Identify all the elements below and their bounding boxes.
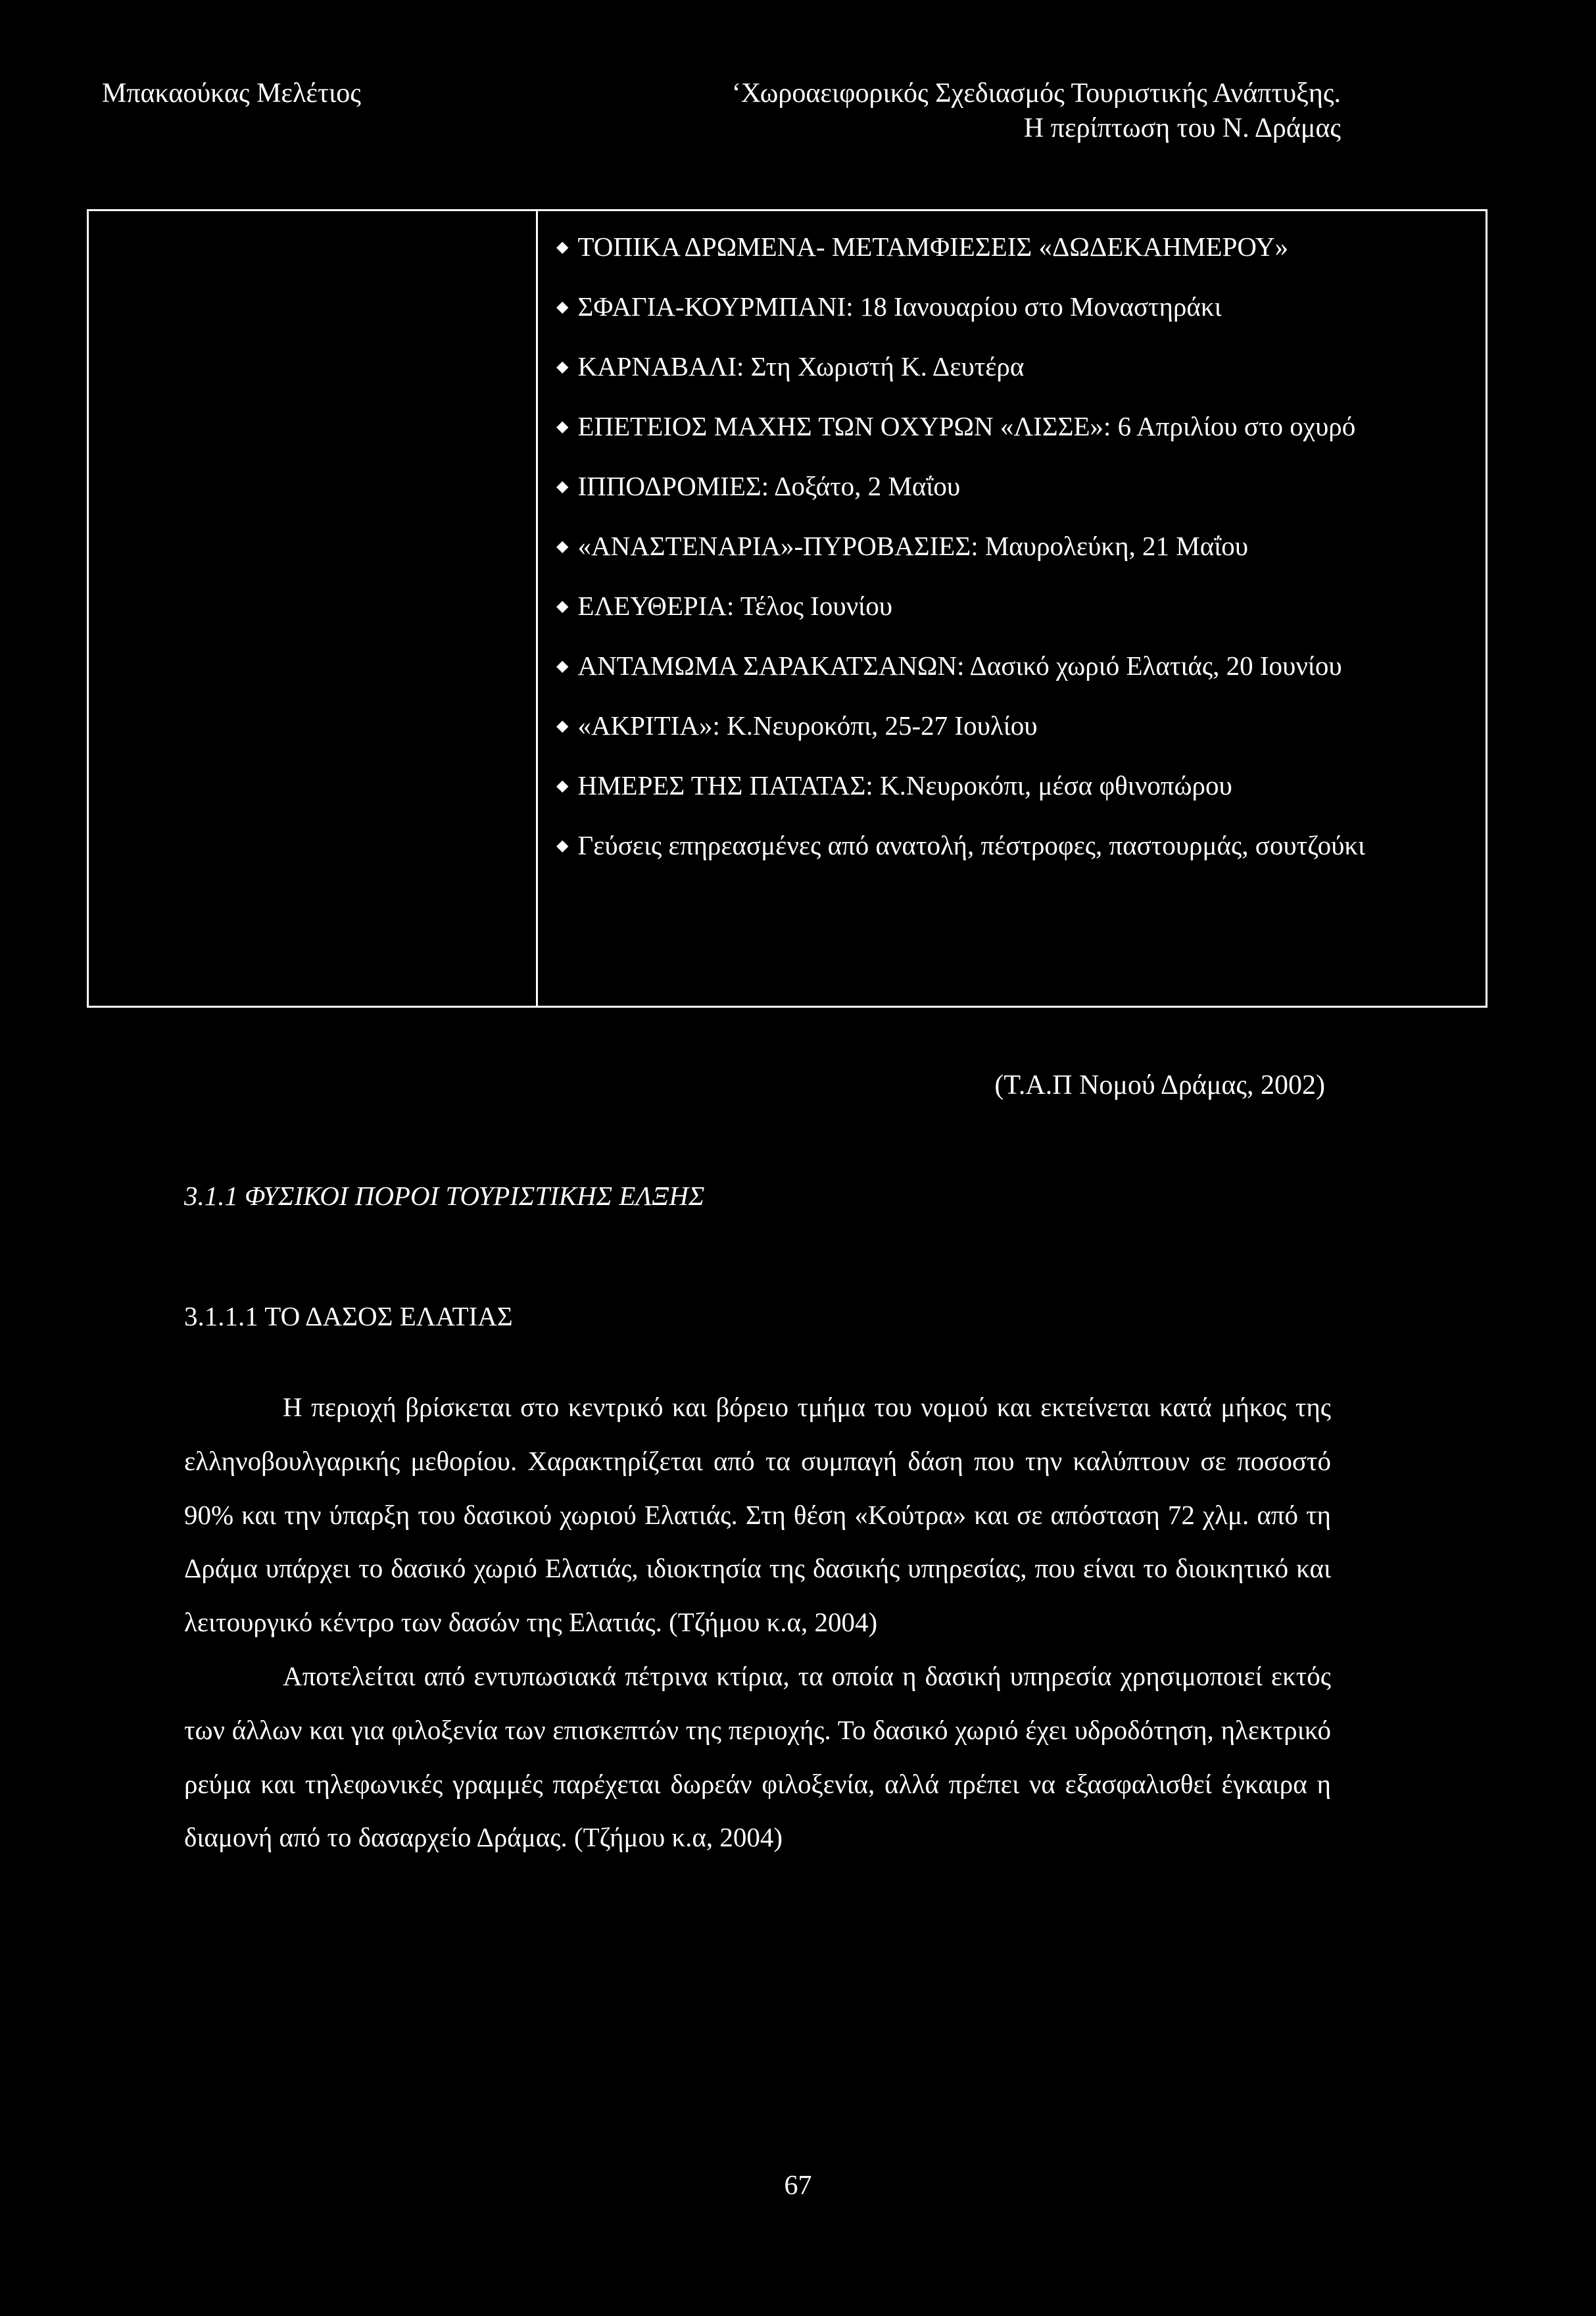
list-item [556,696,1477,756]
body-text [184,1381,1331,1865]
event-text: ΕΛΕΥΘΕΡΙΑ: Τέλος Ιουνίου [577,591,892,621]
bullet-icon: ◆ [556,478,569,495]
header-author: Μπακαούκας Μελέτιος [102,78,361,109]
bullet-icon: ◆ [556,538,569,555]
header-title-line1: ‘Χωροαειφορικός Σχεδιασμός Τουριστικής Ανάπτυξης. [731,78,1341,109]
event-text: ΕΠΕΤΕΙΟΣ ΜΑΧΗΣ ΤΩΝ ΟΧΥΡΩΝ «ΛΙΣΣΕ»: 6 Απριλίου στο οχυρό [577,411,1356,441]
event-text: ΗΜΕΡΕΣ ΤΗΣ ΠΑΤΑΤΑΣ: Κ.Νευροκόπι, μέσα φθινοπώρου [577,770,1232,801]
paragraph: Αποτελείται από εντυπωσιακά πέτρινα κτίρια, τα οποία η δασική υπηρεσία χρησιμοποιεί εκτός των άλλων και για φιλοξενία των επισκεπτών της περιοχής. Το δασικό χωριό έχει υδροδότηση, ηλεκτρικό ρεύμα και τηλεφωνικές γραμμές παρέχεται δωρεάν φιλοξενία, αλλά πρέπει να εξασφαλισθεί έγκαιρα η διαμονή από το δασαρχείο Δράμας. (Τζήμου κ.α, 2004) [184,1660,1331,1853]
list-item [556,816,1477,875]
event-text: «ΑΚΡΙΤΙΑ»: Κ.Νευροκόπι, 25-27 Ιουλίου [577,710,1038,741]
event-text: ΑΝΤΑΜΩΜΑ ΣΑΡΑΚΑΤΣΑΝΩΝ: Δασικό χωριό Ελατιάς, 20 Ιουνίου [577,651,1342,681]
event-text: ΤΟΠΙΚΑ ΔΡΩΜΕΝΑ- ΜΕΤΑΜΦΙΕΣΕΙΣ «ΔΩΔΕΚΑΗΜΕΡΟΥ» [577,232,1289,262]
bullet-icon: ◆ [556,299,569,316]
event-text: ΣΦΑΓΙΑ-ΚΟΥΡΜΠΑΝΙ: 18 Ιανουαρίου στο Μοναστηράκι [577,291,1222,322]
bullet-icon: ◆ [556,598,569,615]
event-text: ΚΑΡΝΑΒΑΛΙ: Στη Χωριστή Κ. Δευτέρα [577,351,1025,382]
list-item [556,337,1477,397]
list-item [556,397,1477,456]
bullet-icon: ◆ [556,418,569,435]
event-text: ΙΠΠΟΔΡΟΜΙΕΣ: Δοξάτο, 2 Μαΐου [577,471,961,501]
list-item [556,636,1477,696]
bullet-icon: ◆ [556,837,569,854]
header-title [617,76,1341,146]
list-item [556,756,1477,816]
subsection-heading: 3.1.1.1 ΤΟ ΔΑΣΟΣ ΕΛΑΤΙΑΣ [184,1301,513,1331]
list-item [556,456,1477,516]
section-heading: 3.1.1 ΦΥΣΙΚΟΙ ΠΟΡΟΙ ΤΟΥΡΙΣΤΙΚΗΣ ΕΛΞΗΣ [184,1181,705,1211]
page-number: 67 [784,2171,812,2201]
event-text: Γεύσεις επηρεασμένες από ανατολή, πέστροφες, παστουρμάς, σουτζούκι [577,830,1366,860]
list-item [556,516,1477,576]
list-item [556,277,1477,337]
events-table [87,209,1487,1008]
list-item [556,217,1477,277]
list-item [556,576,1477,636]
bullet-icon: ◆ [556,239,569,256]
paragraph: Η περιοχή βρίσκεται στο κεντρικό και βόρειο τμήμα του νομού και εκτείνεται κατά μήκος της ελληνοβουλγαρικής μεθορίου. Χαρακτηρίζεται από τα συμπαγή δάση που την καλύπτουν σε ποσοστό 90% και την ύπαρξη του δασικού χωριού Ελατιάς. Στη θέση «Κούτρα» και σε απόσταση 72 χλμ. από τη Δράμα υπάρχει το δασικό χωριό Ελατιάς, ιδιοκτησία της δασικής υπηρεσίας, που είναι το διοικητικό και λειτουργικό κέντρο των δασών της Ελατιάς. (Τζήμου κ.α, 2004) [184,1392,1331,1638]
table-source-citation: (Τ.Α.Π Νομού Δράμας, 2002) [994,1070,1325,1100]
bullet-icon: ◆ [556,658,569,675]
bullet-icon: ◆ [556,358,569,376]
bullet-icon: ◆ [556,777,569,795]
events-table-right-cell [538,211,1487,1006]
event-text: «ΑΝΑΣΤΕΝΑΡΙΑ»-ΠΥΡΟΒΑΣΙΕΣ: Μαυρολεύκη, 21 Μαΐου [577,531,1249,561]
header-title-line2: Η περίπτωση του Ν. Δράμας [1023,113,1341,143]
bullet-icon: ◆ [556,718,569,735]
events-list [556,217,1477,875]
events-table-left-cell [89,211,538,1006]
